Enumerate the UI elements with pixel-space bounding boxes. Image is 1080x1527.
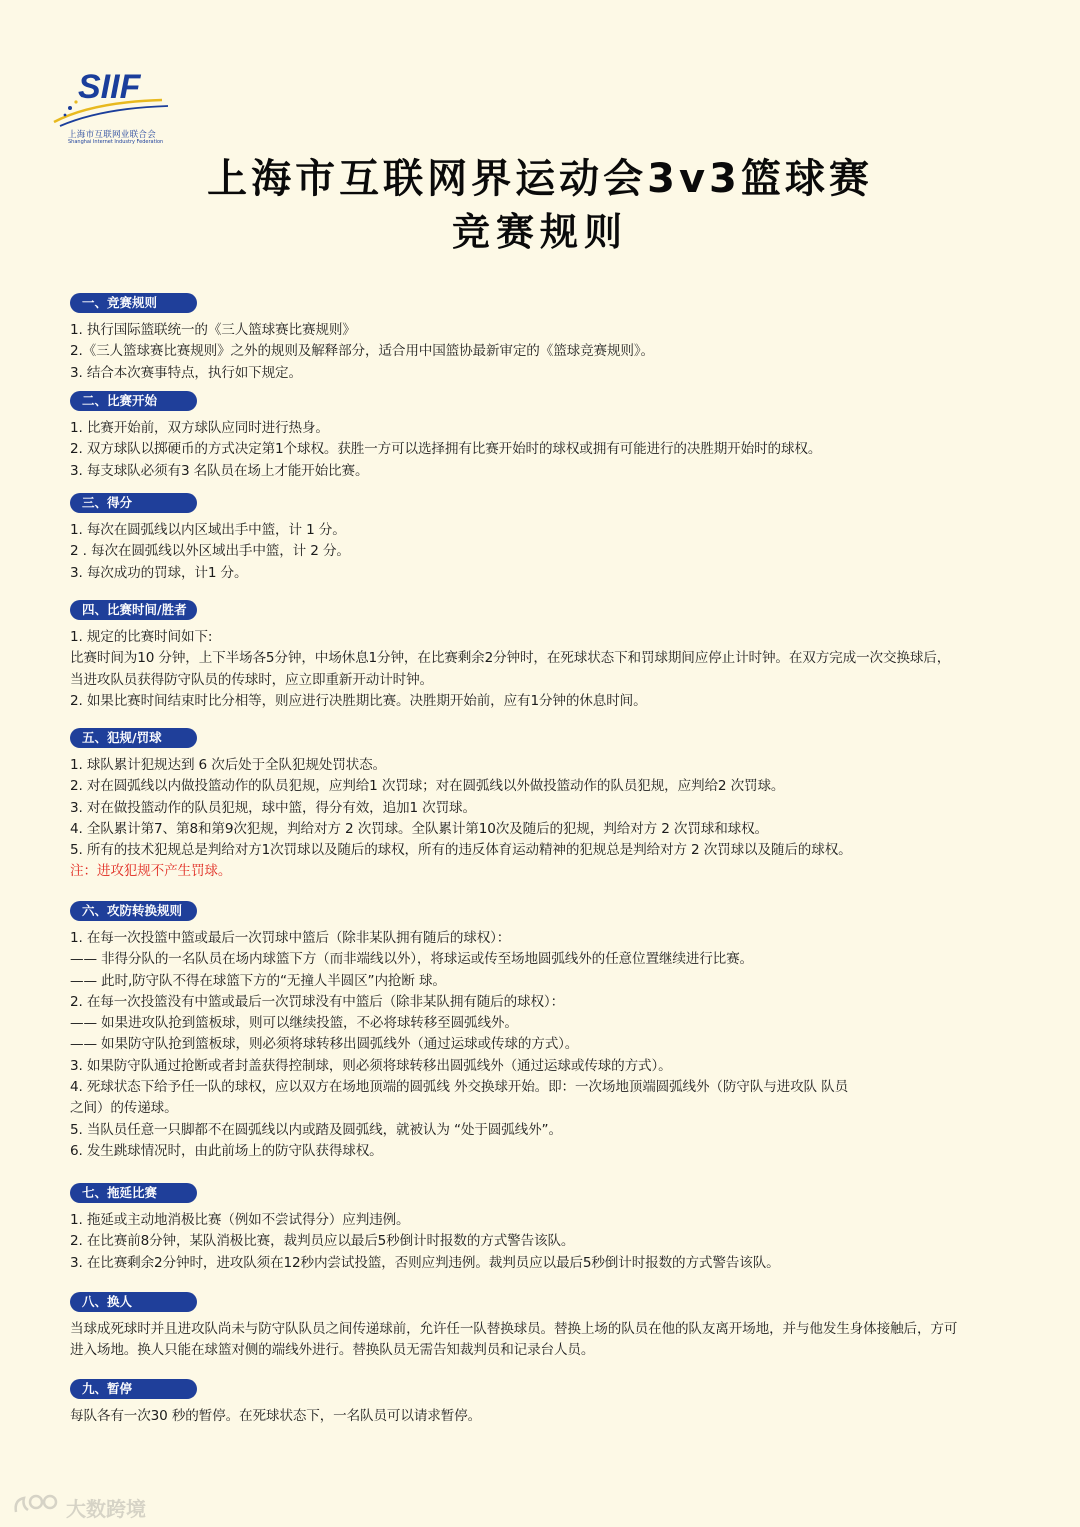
rule-line: 5. 所有的技术犯规总是判给对方1次罚球以及随后的球权，所有的违反体育运动精神的犯规总是判给对方 2 次罚球以及随后的球权。	[70, 842, 852, 859]
rule-line: 3. 每次成功的罚球，计1 分。	[70, 564, 248, 581]
section-competition-rules	[70, 292, 1030, 384]
rule-line: —— 此时,防守队不得在球篮下方的“无撞人半圆区”内抢断 球。	[70, 972, 446, 989]
rule-line: 3. 在比赛剩余2分钟时，进攻队须在12秒内尝试投篮，否则应判违例。裁判员应以最后5秒倒计时报数的方式警告该队。	[70, 1254, 780, 1271]
rule-line: 2. 双方球队以掷硬币的方式决定第1个球权。获胜一方可以选择拥有比赛开始时的球权或拥有可能进行的决胜期开始时的球权。	[70, 441, 822, 458]
watermark-logo-icon	[12, 1490, 62, 1520]
rule-line: 6. 发生跳球情况时，由此前场上的防守队获得球权。	[70, 1142, 383, 1159]
foul-note: 注：进攻犯规不产生罚球。	[70, 863, 232, 880]
rule-line: 1. 球队累计犯规达到 6 次后处于全队犯规处罚状态。	[70, 757, 386, 773]
section-substitution	[70, 1291, 1030, 1362]
rule-line: 当球成死球时并且进攻队尚未与防守队队员之间传递球前，允许任一队替换球员。替换上场的队员在他的队友离开场地，并与他发生身体接触后，方可	[70, 1321, 958, 1337]
rule-line: 2 . 每次在圆弧线以外区域出手中篮，计 2 分。	[70, 543, 350, 560]
logo-mark	[52, 60, 182, 130]
rule-line: 1. 在每一次投篮中篮或最后一次罚球中篮后（除非某队拥有随后的球权）：	[70, 930, 511, 946]
rule-line: 5. 当队员任意一只脚都不在圆弧线以内或踏及圆弧线，就被认为 “处于圆弧线外”。	[70, 1121, 562, 1138]
rule-line: 3. 结合本次赛事特点，执行如下规定。	[70, 364, 302, 381]
section-fouls	[70, 727, 1030, 883]
section-delay	[70, 1182, 1030, 1274]
section-scoring	[70, 492, 1030, 584]
section-badge: 五、犯规/罚球	[70, 728, 197, 748]
rule-line: 1. 执行国际篮联统一的《三人篮球赛比赛规则》	[70, 322, 356, 338]
rule-line: —— 非得分队的一名队员在场内球篮下方（而非端线以外），将球运或传至场地圆弧线外的任意位置继续进行比赛。	[70, 951, 753, 968]
page-subtitle: 竞赛规则	[451, 210, 628, 254]
rule-line: 当进攻队员获得防守队员的传球时，应立即重新开动计时钟。	[70, 671, 433, 688]
page-title: 上海市互联网界运动会3v3篮球赛	[207, 156, 873, 202]
rule-line: 1. 规定的比赛时间如下:	[70, 629, 213, 645]
logo-en-text: Shanghai Internet Industry Federation	[68, 139, 164, 145]
section-badge: 六、攻防转换规则	[70, 901, 197, 921]
rule-line: 1. 比赛开始前，双方球队应同时进行热身。	[70, 420, 329, 436]
section-badge: 四、比赛时间/胜者	[70, 600, 197, 620]
rule-line: 2. 在比赛前8分钟，某队消极比赛，裁判员应以最后5秒倒计时报数的方式警告该队。	[70, 1233, 575, 1250]
rule-line: —— 如果进攻队抢到篮板球，则可以继续投篮，不必将球转移至圆弧线外。	[70, 1015, 518, 1032]
rule-line: 3. 每支球队必须有3 名队员在场上才能开始比赛。	[70, 462, 369, 479]
rule-line: 之间）的传递球。	[70, 1100, 178, 1117]
section-badge: 一、竞赛规则	[70, 293, 197, 313]
rule-line: 比赛时间为10 分钟，上下半场各5分钟，中场休息1分钟，在比赛剩余2分钟时，在死球状态下和罚球期间应停止计时钟。在双方完成一次交换球后，	[70, 650, 951, 667]
section-timeout	[70, 1378, 1030, 1427]
logo-cn-text: 上海市互联网业联合会	[68, 130, 157, 140]
section-badge: 三、得分	[70, 493, 197, 513]
rule-line: —— 如果防守队抢到篮板球，则必须将球转移出圆弧线外（通过运球或传球的方式）。	[70, 1036, 579, 1053]
rule-line: 1. 拖延或主动地消极比赛（例如不尝试得分）应判违例。	[70, 1212, 410, 1228]
watermark-text: 大数跨境	[66, 1497, 146, 1521]
watermark	[12, 1490, 152, 1520]
section-badge: 九、暂停	[70, 1379, 197, 1399]
section-badge: 八、换人	[70, 1292, 197, 1312]
rule-line: 1. 每次在圆弧线以内区域出手中篮，计 1 分。	[70, 522, 346, 538]
rule-line: 每队各有一次30 秒的暂停。在死球状态下，一名队员可以请求暂停。	[70, 1408, 482, 1424]
rule-line: 2.《三人篮球赛比赛规则》之外的规则及解释部分，适合用中国篮协最新审定的《篮球竞赛规则》。	[70, 343, 654, 360]
siif-logo	[52, 60, 182, 150]
rule-line: 3. 对在做投篮动作的队员犯规，球中篮，得分有效，追加1 次罚球。	[70, 799, 476, 816]
section-transition	[70, 900, 1030, 1162]
section-game-start	[70, 390, 1030, 482]
rule-line: 2. 对在圆弧线以内做投篮动作的队员犯规，应判给1 次罚球；对在圆弧线以外做投篮动作的队员犯规，应判给2 次罚球。	[70, 778, 785, 795]
section-badge: 二、比赛开始	[70, 391, 197, 411]
section-badge: 七、拖延比赛	[70, 1183, 197, 1203]
rule-line: 4. 死球状态下给予任一队的球权，应以双方在场地顶端的圆弧线 外交换球开始。即：一次场地顶端圆弧线外（防守队与进攻队 队员	[70, 1079, 849, 1096]
rule-line: 4. 全队累计第7、第8和第9次犯规，判给对方 2 次罚球。全队累计第10次及随后的犯规，判给对方 2 次罚球和球权。	[70, 820, 768, 837]
rule-line: 2. 在每一次投篮没有中篮或最后一次罚球没有中篮后（除非某队拥有随后的球权）：	[70, 993, 565, 1010]
logo-letters: SIIF	[78, 68, 141, 106]
rule-line: 3. 如果防守队通过抢断或者封盖获得控制球，则必须将球转移出圆弧线外（通过运球或传球的方式）。	[70, 1057, 672, 1074]
section-game-time	[70, 599, 1030, 712]
rule-line: 2. 如果比赛时间结束时比分相等，则应进行决胜期比赛。决胜期开始前，应有1分钟的休息时间。	[70, 692, 647, 709]
rule-line: 进入场地。换人只能在球篮对侧的端线外进行。替换队员无需告知裁判员和记录台人员。	[70, 1342, 595, 1359]
